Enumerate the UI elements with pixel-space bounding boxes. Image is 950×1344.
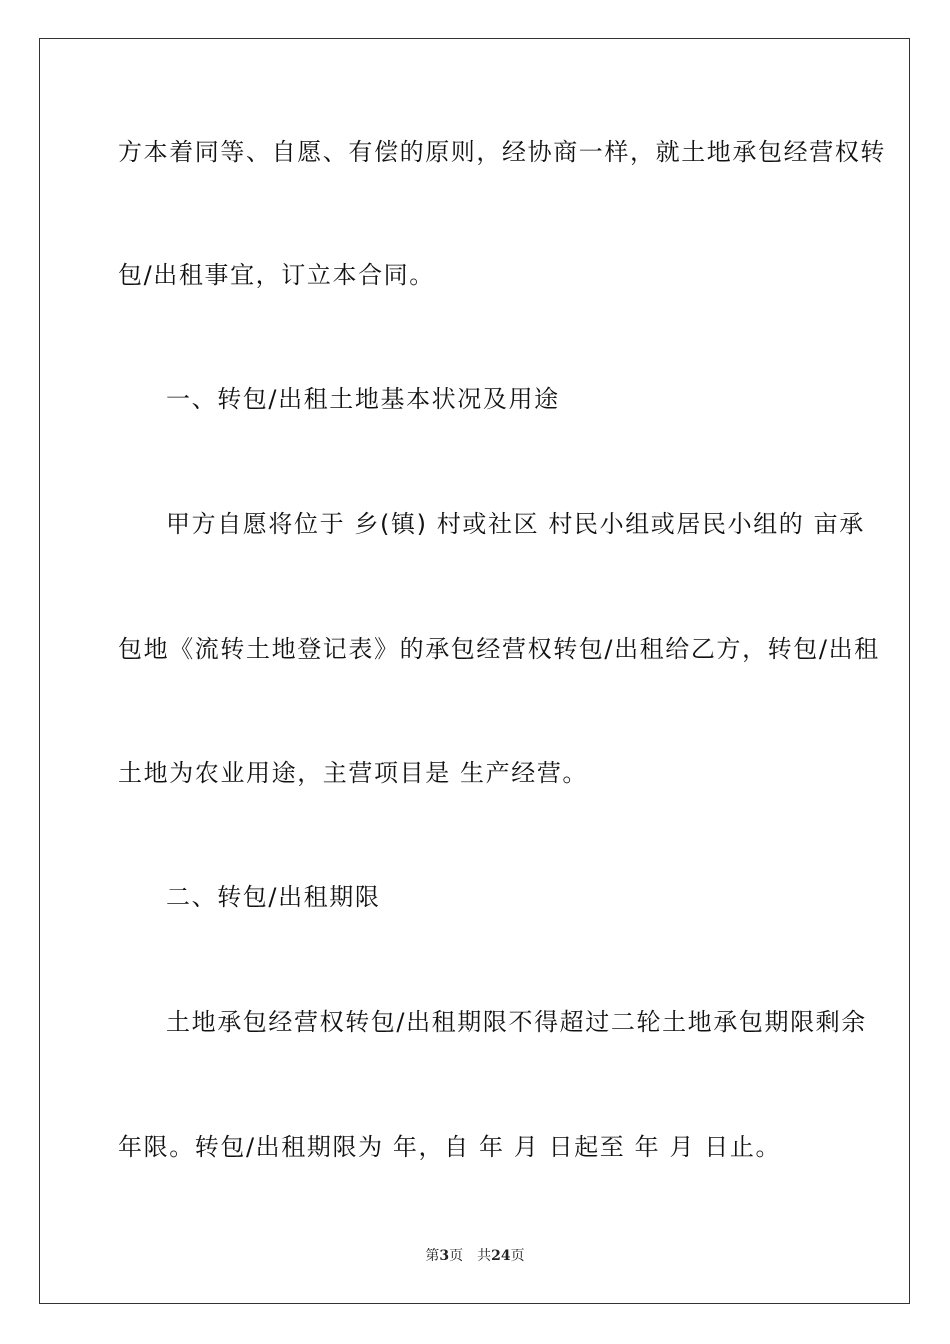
paragraph-line-9: 年限。转包/出租期限为 年，自 年 月 日起至 年 月 日止。 <box>118 1133 782 1161</box>
total-prefix: 共 <box>477 1248 492 1264</box>
paragraph-line-8: 土地承包经营权转包/出租期限不得超过二轮土地承包期限剩余 <box>166 1008 867 1036</box>
page-border <box>39 38 910 1304</box>
page-current: 3 <box>439 1248 450 1264</box>
section-heading-2: 二、转包/出租期限 <box>166 883 381 911</box>
page-footer <box>0 1246 950 1266</box>
total-suffix: 页 <box>510 1248 525 1264</box>
paragraph-line-4: 甲方自愿将位于 乡(镇) 村或社区 村民小组或居民小组的 亩承 <box>166 510 865 538</box>
paragraph-line-6: 土地为农业用途，主营项目是 生产经营。 <box>118 759 589 787</box>
paragraph-line-5: 包地《流转土地登记表》的承包经营权转包/出租给乙方，转包/出租 <box>118 635 880 663</box>
paragraph-line-2: 包/出租事宜，订立本合同。 <box>118 261 435 289</box>
page-suffix: 页 <box>449 1248 464 1264</box>
page-prefix: 第 <box>425 1248 440 1264</box>
section-heading-1: 一、转包/出租土地基本状况及用途 <box>166 385 560 413</box>
page-total: 24 <box>491 1248 511 1264</box>
paragraph-line-1: 方本着同等、自愿、有偿的原则，经协商一样，就土地承包经营权转 <box>118 138 886 166</box>
